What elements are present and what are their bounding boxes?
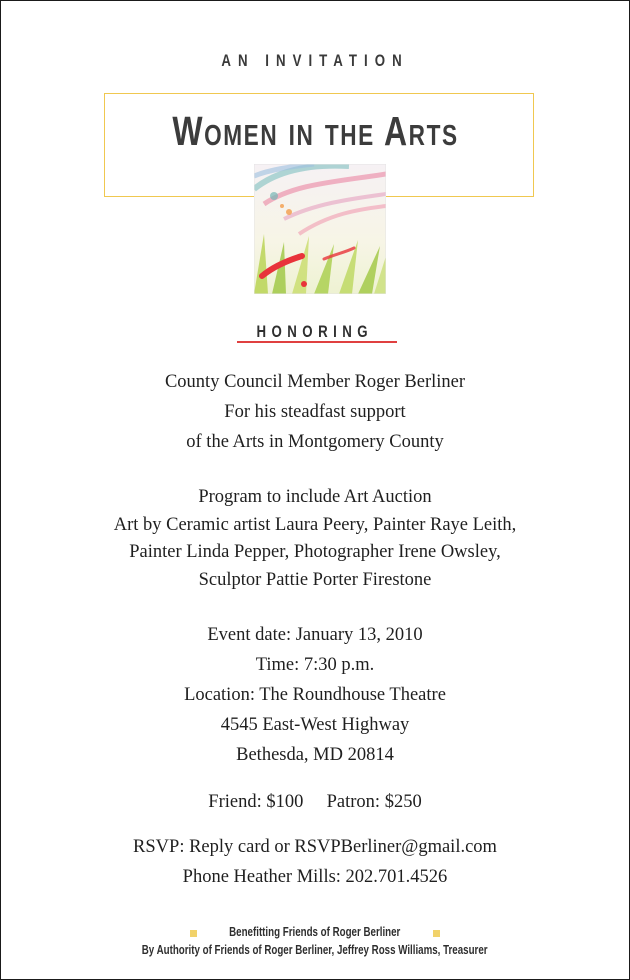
program-line: Program to include Art Auction: [198, 487, 432, 507]
title-text: Women in the Arts: [171, 108, 459, 154]
program-line: Painter Linda Pepper, Photographer Irene Owsley,: [129, 542, 501, 562]
event-time: Time: 7:30 p.m.: [255, 655, 375, 675]
event-location: Location: The Roundhouse Theatre: [184, 685, 446, 705]
program-line: Sculptor Pattie Porter Firestone: [198, 569, 432, 590]
event-date: Event date: January 13, 2010: [207, 625, 423, 645]
benefit-line: [1, 925, 629, 940]
honoree-line: For his steadfast support: [224, 402, 406, 422]
bullet-square-icon: [433, 930, 440, 937]
rsvp-email-line: RSVP: Reply card or RSVPBerliner@gmail.com: [133, 837, 497, 857]
honoree-line: of the Arts in Montgomery County: [186, 432, 444, 452]
friend-price: Friend: $100: [208, 792, 304, 812]
authority-text: By Authority of Friends of Roger Berliner, Jeffrey Ross Williams, Treasurer: [142, 943, 488, 957]
event-address-street: 4545 East-West Highway: [220, 715, 410, 735]
authority-line: [1, 943, 629, 958]
honoring-heading: [1, 322, 629, 342]
benefit-text: Benefitting Friends of Roger Berliner: [229, 925, 401, 939]
bullet-square-icon: [190, 930, 197, 937]
honoree-block: [1, 367, 629, 457]
event-address-city: Bethesda, MD 20814: [236, 745, 394, 765]
ticket-prices: [1, 787, 629, 817]
invitation-kicker: [1, 51, 629, 71]
page-title: [1, 107, 629, 155]
program-block: [1, 484, 629, 594]
honoring-text: HONORING: [256, 322, 374, 341]
rsvp-phone-line: Phone Heather Mills: 202.701.4526: [182, 867, 448, 887]
honoring-underline: [237, 341, 397, 343]
program-line: Art by Ceramic artist Laura Peery, Painter Raye Leith,: [113, 514, 517, 535]
kicker-text: AN INVITATION: [221, 51, 409, 70]
watercolor-artwork-image: [254, 164, 386, 294]
event-details: [1, 620, 629, 770]
rsvp-block: [1, 832, 629, 892]
patron-price: Patron: $250: [326, 792, 422, 812]
honoree-line: County Council Member Roger Berliner: [164, 372, 466, 392]
